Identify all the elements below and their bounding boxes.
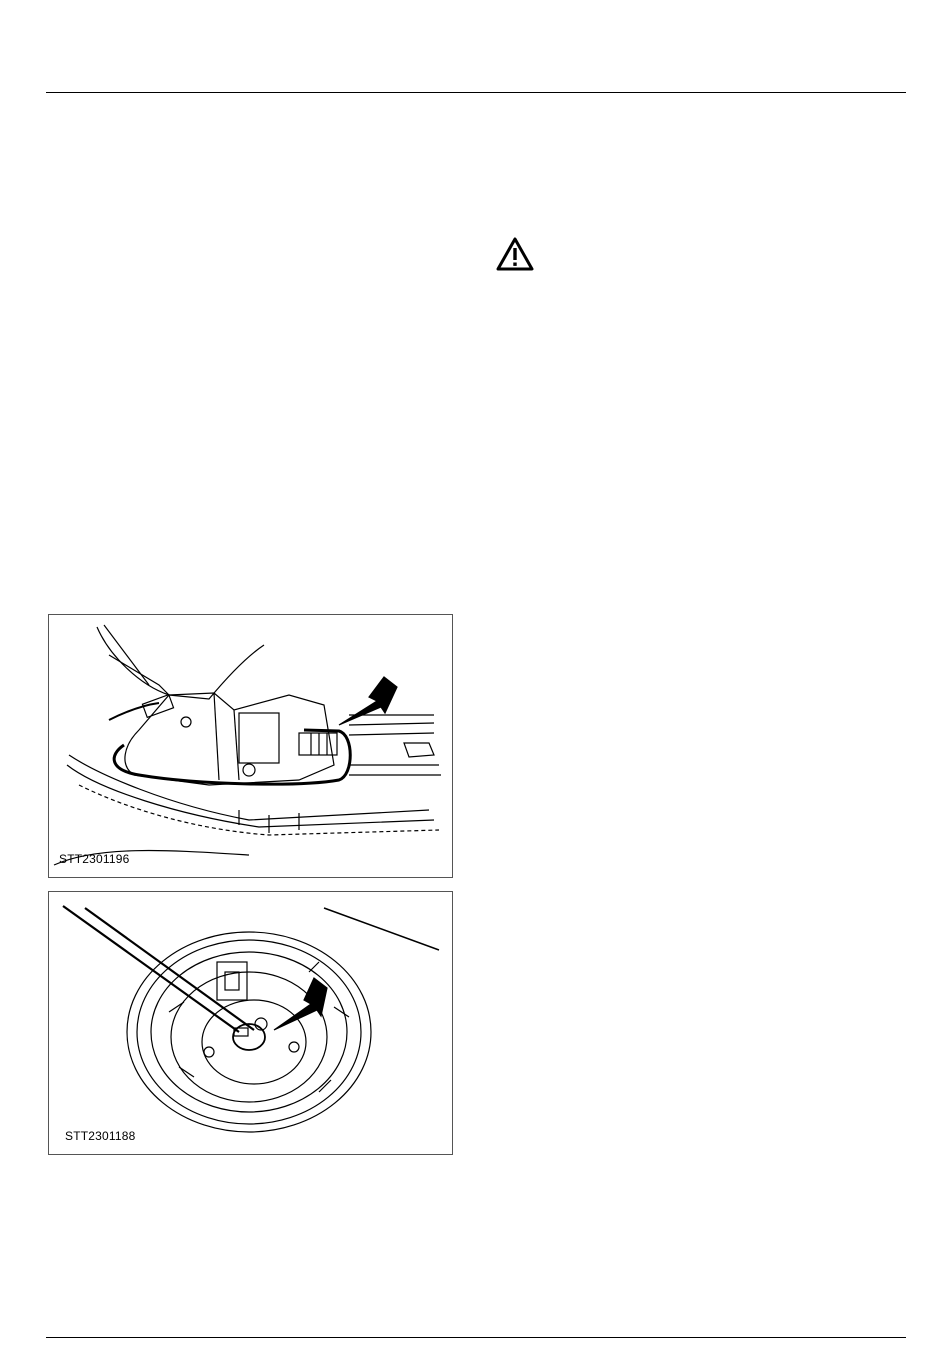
figure-headlamp-connector bbox=[48, 614, 453, 878]
figure-label-2: STT2301188 bbox=[65, 1129, 136, 1143]
figure-label-1: STT2301196 bbox=[59, 852, 130, 866]
bulb-retainer-icon bbox=[49, 892, 452, 1154]
warning-triangle-icon bbox=[496, 237, 534, 271]
header-rule bbox=[46, 92, 906, 93]
figure-bulb-retainer bbox=[48, 891, 453, 1155]
headlamp-connector-icon bbox=[49, 615, 452, 877]
footer-rule bbox=[46, 1337, 906, 1338]
